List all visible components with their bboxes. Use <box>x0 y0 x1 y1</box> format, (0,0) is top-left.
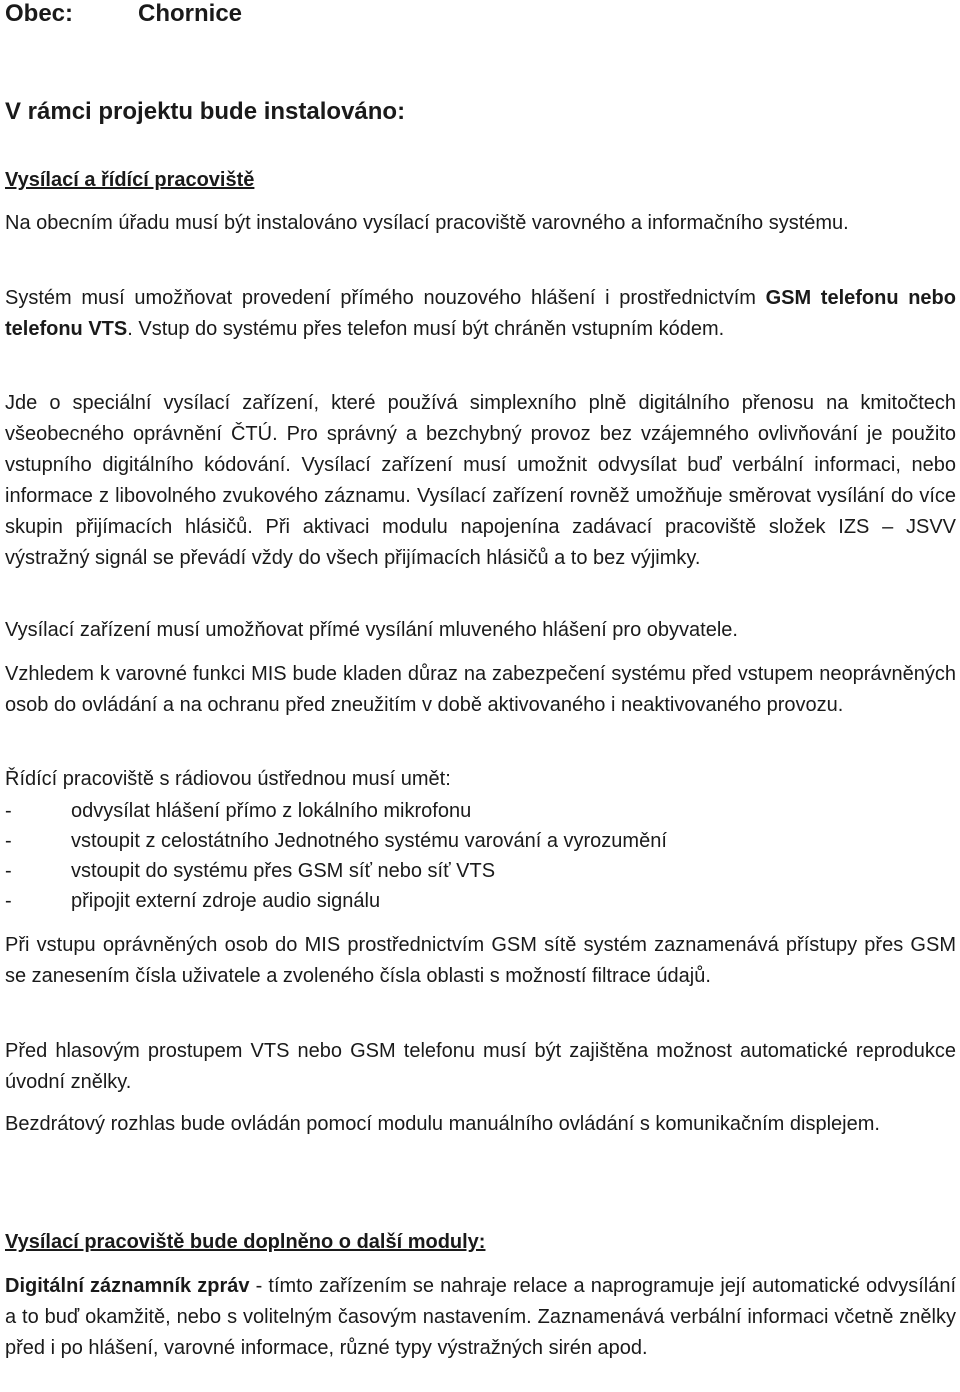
module-description: - tímto zařízením se nahraje relace a naprogramuje její automatické odvysílání a to buď okamžitě, nebo s volitelným časovým nastavením. Zaznamenává verbální informaci včetně znělky před i po hlášení, varovné informace, různé typy výstražných sirén apod. <box>5 1275 956 1359</box>
p2-text-a: Systém musí umožňovat provedení přímého nouzového hlášení i prostřednictvím <box>5 287 766 309</box>
page-title: V rámci projektu bude instalováno: <box>5 98 406 125</box>
section1-paragraph-2 <box>5 283 956 345</box>
list-item: - vstoupit do systému přes GSM síť nebo síť VTS <box>5 856 956 886</box>
module-name: Digitální záznamník zpráv <box>5 1275 250 1297</box>
section1-paragraph-8: Bezdrátový rozhlas bude ovládán pomocí modulu manuálního ovládání s komunikačním displejem. <box>5 1113 880 1135</box>
obec-line <box>5 0 956 29</box>
list-item: - připojit externí zdroje audio signálu <box>5 886 956 916</box>
obec-value: Chornice <box>138 0 243 27</box>
capability-list <box>5 796 956 916</box>
section1-paragraph-1: Na obecním úřadu musí být instalováno vysílací pracoviště varovného a informačního systému. <box>5 212 849 234</box>
section1-heading: Vysílací a řídící pracoviště <box>5 169 255 191</box>
section2-paragraph-1 <box>5 1271 956 1364</box>
list-item: - odvysílat hlášení přímo z lokálního mikrofonu <box>5 796 956 826</box>
section2-heading: Vysílací pracoviště bude doplněno o další moduly: <box>5 1231 486 1253</box>
section1-paragraph-4: Vysílací zařízení musí umožňovat přímé vysílání mluveného hlášení pro obyvatele. <box>5 619 738 641</box>
list-item: - vstoupit z celostátního Jednotného systému varování a vyrozumění <box>5 826 956 856</box>
section1-paragraph-5: Vzhledem k varovné funkci MIS bude kladen důraz na zabezpečení systému před vstupem neoprávněných osob do ovládání a na ochranu před zneužitím v době aktivovaného i neaktivovaného provozu. <box>5 663 956 716</box>
p2-bold-text: GSM telefonu nebo telefonu VTS <box>5 287 956 340</box>
section1-paragraph-3: Jde o speciální vysílací zařízení, které používá simplexního plně digitálního přenosu na kmitočtech všeobecného oprávnění ČTÚ. Pro správný a bezchybný provoz bez vzájemného ovlivňování je použito vstupního digitálního kódování. Vysílací zařízení musí umožnit odvysílat buď verbální informaci, nebo informace z libovolného zvukového záznamu. Vysílací zařízení rovněž umožňuje směrovat vysílání do více skupin přijímacích hlásičů. Při aktivaci modulu napojenína zadávací pracoviště složek IZS – JSVV výstražný signál se převádí vždy do všech přijímacích hlásičů a to bez výjimky. <box>5 392 956 569</box>
list-intro: Řídící pracoviště s rádiovou ústřednou musí umět: <box>5 768 451 790</box>
section1-paragraph-6: Při vstupu oprávněných osob do MIS prostřednictvím GSM sítě systém zaznamenává přístupy přes GSM se zanesením čísla uživatele a zvoleného čísla oblasti s možností filtrace údajů. <box>5 934 956 987</box>
p2-text-b: . Vstup do systému přes telefon musí být chráněn vstupním kódem. <box>127 318 725 340</box>
obec-label: Obec: <box>5 0 74 27</box>
section1-paragraph-7: Před hlasovým prostupem VTS nebo GSM telefonu musí být zajištěna možnost automatické reprodukce úvodní znělky. <box>5 1040 956 1093</box>
